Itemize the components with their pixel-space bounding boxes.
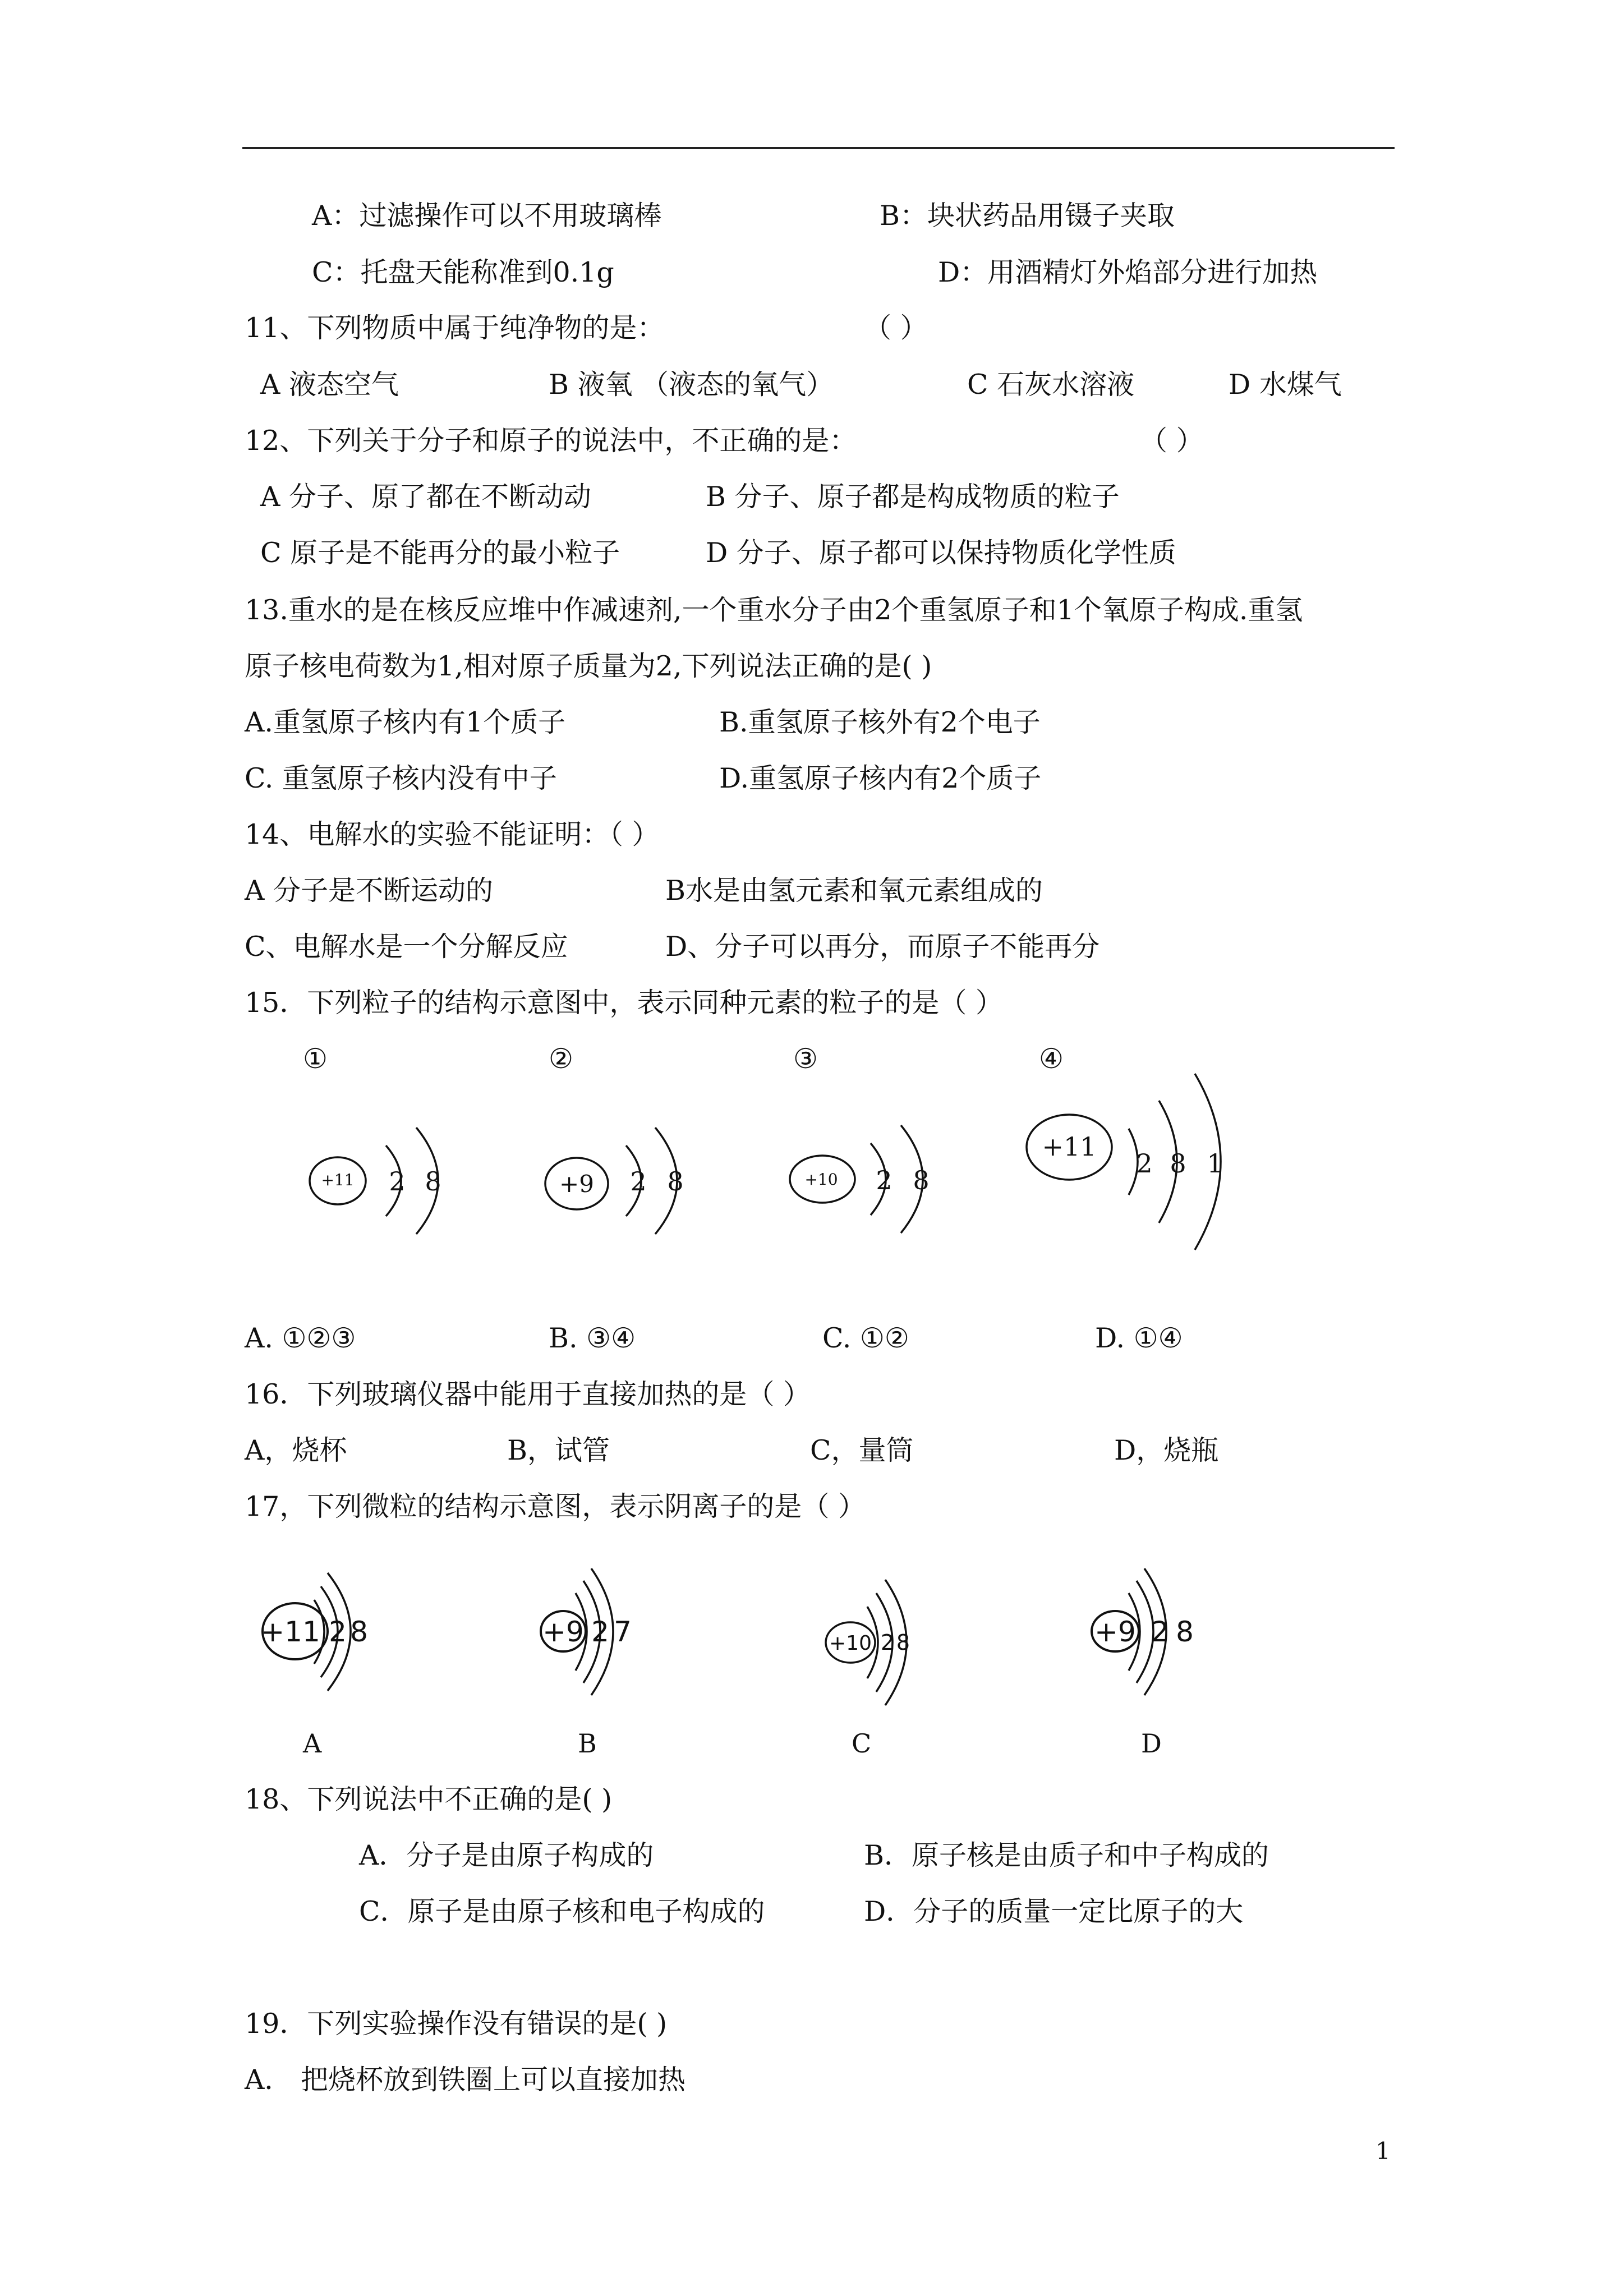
q16-option-c: C，量筒	[810, 1434, 914, 1466]
q14-option-b: B水是由氢元素和氧元素组成的	[665, 875, 1043, 907]
q17-da-nucleus-charge: +11	[261, 1616, 320, 1648]
q14-option-a: A 分子是不断运动的	[245, 875, 493, 907]
q15-structure-diagram-2	[543, 1116, 711, 1251]
q15-label-4: ④	[1039, 1043, 1064, 1075]
q13-option-c: C. 重氢原子核内没有中子	[245, 762, 557, 794]
q15-option-d: D. ①④	[1095, 1322, 1183, 1354]
q17-dc-shell-count-1: 2	[880, 1630, 895, 1655]
q17-db-shell-count-1: 2	[591, 1616, 609, 1648]
q17-structure-diagram-d	[1089, 1565, 1224, 1694]
q15-structure-diagram-4	[1027, 1066, 1240, 1262]
q17-label-d: D	[1141, 1728, 1162, 1759]
q17-stem: 17，下列微粒的结构示意图，表示阴离子的是（ ）	[245, 1490, 866, 1522]
q17-structure-diagram-c	[825, 1571, 959, 1700]
q15-d4-shell-count-2: 8	[1170, 1148, 1186, 1179]
q18-option-d: D．分子的质量一定比原子的大	[864, 1895, 1244, 1927]
q12-answer-paren: （ ）	[1140, 425, 1204, 457]
q15-d4-shell-count-3: 1	[1207, 1148, 1223, 1179]
q17-db-nucleus-charge: +9	[542, 1616, 584, 1648]
q15-label-3: ③	[793, 1043, 818, 1075]
q15-structure-diagram-3	[785, 1116, 954, 1251]
q10-option-b: B：块状药品用镊子夹取	[880, 200, 1175, 232]
q10-option-d: D：用酒精灯外焰部分进行加热	[938, 256, 1318, 288]
q18-option-b: B．原子核是由质子和中子构成的	[864, 1839, 1269, 1871]
header-rule	[242, 147, 1395, 149]
q17-dd-shell-count-2: 8	[1176, 1616, 1194, 1648]
q15-structure-diagram-1	[297, 1116, 466, 1251]
q17-da-shell-count-2: 8	[350, 1616, 368, 1648]
q11-answer-paren: （ ）	[864, 312, 928, 344]
q14-stem: 14、电解水的实验不能证明：（ ）	[245, 818, 660, 850]
q15-d2-shell-count-1: 2	[630, 1166, 647, 1197]
q13-option-d: D.重氢原子核内有2个质子	[719, 762, 1042, 794]
page-number: 1	[1375, 2137, 1391, 2165]
q12-option-d: D 分子、原子都可以保持物质化学性质	[706, 537, 1176, 569]
q15-d1-shell-count-2: 8	[425, 1166, 441, 1197]
q16-stem: 16．下列玻璃仪器中能用于直接加热的是（ ）	[245, 1378, 811, 1410]
q18-option-a: A．分子是由原子构成的	[359, 1839, 654, 1871]
q17-da-shell-count-1: 2	[329, 1616, 347, 1648]
q11-stem: 11、下列物质中属于纯净物的是：	[245, 312, 665, 344]
q11-option-b: B 液氧 （液态的氧气）	[549, 369, 834, 401]
q17-label-a: A	[303, 1728, 322, 1759]
q15-d4-nucleus-charge: +11	[1042, 1131, 1097, 1162]
q17-dd-shell-count-1: 2	[1151, 1616, 1169, 1648]
q15-d1-shell-count-1: 2	[389, 1166, 406, 1197]
q11-option-d: D 水煤气	[1229, 369, 1342, 401]
q16-option-d: D，烧瓶	[1114, 1434, 1219, 1466]
q12-option-a: A 分子、原了都在不断动动	[260, 481, 591, 513]
q15-option-c: C. ①②	[822, 1322, 909, 1354]
q19-stem: 19．下列实验操作没有错误的是( )	[245, 2008, 668, 2040]
q17-label-b: B	[578, 1728, 597, 1759]
q14-option-d: D、分子可以再分，而原子不能再分	[665, 931, 1100, 963]
q11-option-a: A 液态空气	[260, 369, 399, 401]
q15-d4-shell-count-1: 2	[1136, 1148, 1153, 1179]
q12-option-c: C 原子是不能再分的最小粒子	[260, 537, 620, 569]
q17-label-c: C	[852, 1728, 872, 1759]
q18-option-c: C．原子是由原子核和电子构成的	[359, 1895, 765, 1927]
q10-option-c: C：托盘天能称准到0.1g	[312, 256, 614, 288]
q12-stem: 12、下列关于分子和原子的说法中，不正确的是：	[245, 425, 857, 457]
q14-option-c: C、电解水是一个分解反应	[245, 931, 568, 963]
q17-structure-diagram-b	[539, 1565, 673, 1694]
q16-option-b: B，试管	[507, 1434, 610, 1466]
q15-d1-nucleus-charge: +11	[321, 1171, 355, 1189]
q15-option-b: B. ③④	[549, 1322, 636, 1354]
q15-d2-nucleus-charge: +9	[559, 1170, 594, 1198]
q17-dc-shell-count-2: 8	[896, 1630, 910, 1655]
q15-label-1: ①	[303, 1043, 328, 1075]
q15-d3-nucleus-charge: +10	[804, 1170, 838, 1189]
q15-d3-shell-count-2: 8	[913, 1165, 930, 1195]
q15-d2-shell-count-2: 8	[667, 1166, 684, 1197]
q13-option-a: A.重氢原子核内有1个质子	[245, 706, 566, 738]
q13-stem-line1: 13.重水的是在核反应堆中作减速剂,一个重水分子由2个重氢原子和1个氧原子构成.重氢	[245, 594, 1303, 626]
q18-stem: 18、下列说法中不正确的是( )	[245, 1783, 613, 1815]
q13-option-b: B.重氢原子核外有2个电子	[719, 706, 1041, 738]
q12-option-b: B 分子、原子都是构成物质的粒子	[706, 481, 1120, 513]
q17-db-shell-count-2: 7	[614, 1616, 632, 1648]
q15-d3-shell-count-1: 2	[876, 1165, 892, 1195]
q19-option-a: A． 把烧杯放到铁圈上可以直接加热	[245, 2064, 686, 2096]
q17-dd-nucleus-charge: +9	[1094, 1616, 1136, 1648]
q17-structure-diagram-a	[258, 1565, 393, 1694]
q13-stem-line2: 原子核电荷数为1,相对原子质量为2,下列说法正确的是( )	[245, 650, 932, 682]
q17-dc-nucleus-charge: +10	[829, 1632, 872, 1655]
q10-option-a: A：过滤操作可以不用玻璃棒	[312, 200, 662, 232]
q15-label-2: ②	[549, 1043, 573, 1075]
q16-option-a: A，烧杯	[245, 1434, 347, 1466]
q11-option-c: C 石灰水溶液	[967, 369, 1135, 401]
q15-stem: 15．下列粒子的结构示意图中，表示同种元素的粒子的是（ ）	[245, 987, 1003, 1019]
q15-option-a: A. ①②③	[245, 1322, 356, 1354]
